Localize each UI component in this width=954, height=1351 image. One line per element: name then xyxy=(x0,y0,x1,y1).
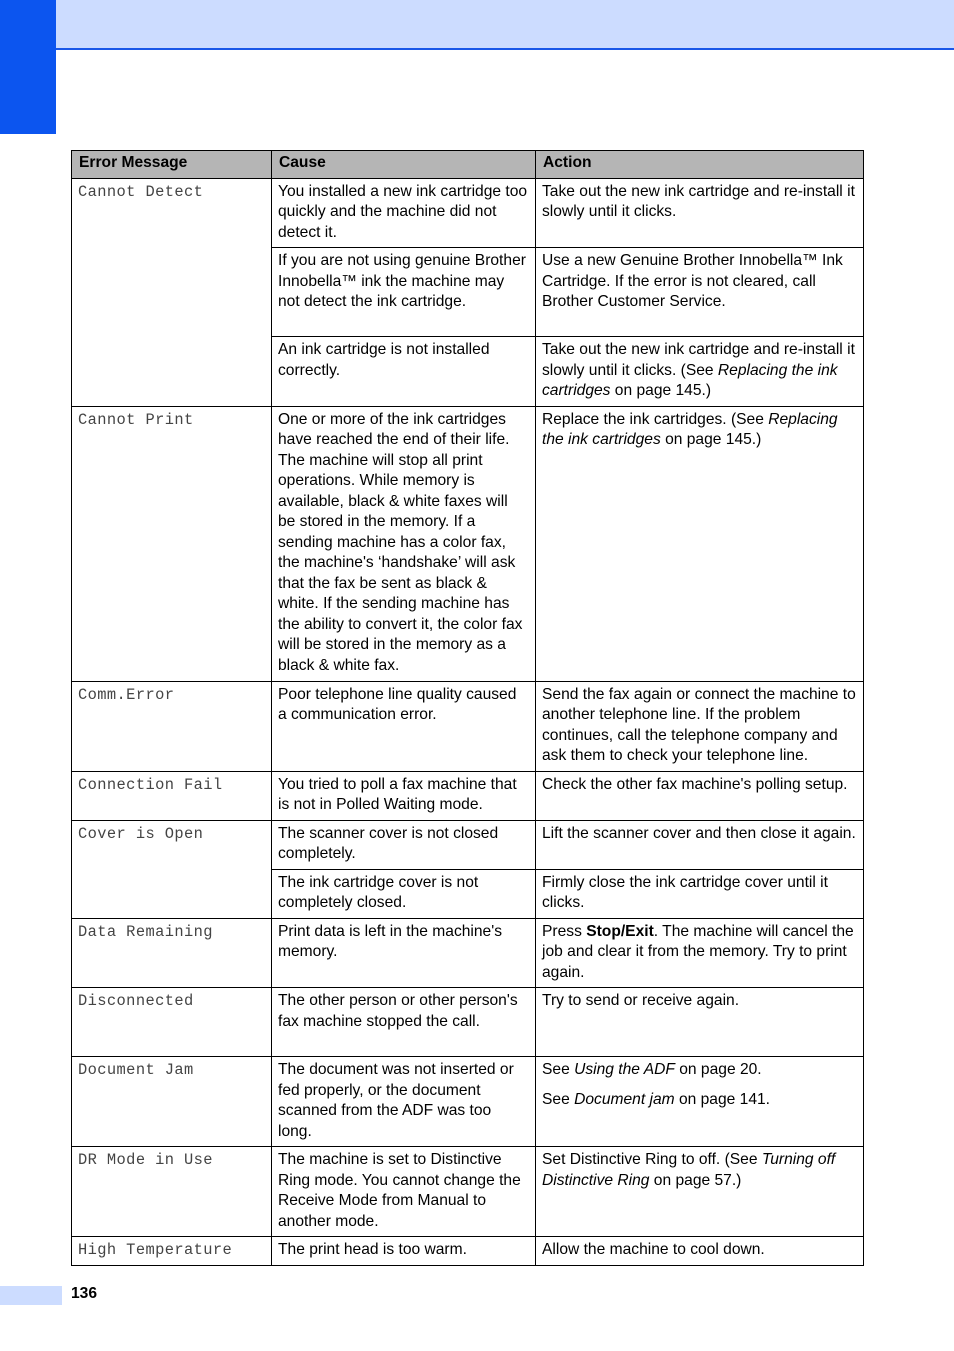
cause-cell: If you are not using genuine Brother Innobella™ ink the machine may not detect the ink cartridge. xyxy=(272,248,536,337)
stop-exit-key-label: Stop/Exit xyxy=(586,922,654,940)
action-cell xyxy=(536,406,864,681)
cause-cell: The other person or other person's fax machine stopped the call. xyxy=(272,988,536,1057)
action-text: on page 145.) xyxy=(660,431,762,448)
action-text: See xyxy=(542,1090,575,1108)
error-message-cell: Cannot Print xyxy=(72,406,272,681)
action-text: See xyxy=(542,1061,575,1078)
cross-reference-link[interactable]: Replacing the ink cartridges xyxy=(542,410,838,448)
action-text: . The machine will cancel the job and clear it from the memory. Try to print again. xyxy=(542,922,854,981)
cause-cell: You installed a new ink cartridge too quickly and the machine did not detect it. xyxy=(272,178,536,248)
error-message-cell: Data Remaining xyxy=(72,918,272,988)
action-cell: Allow the machine to cool down. xyxy=(536,1237,864,1266)
chapter-tab xyxy=(0,0,56,134)
cause-cell: The ink cartridge cover is not completely closed. xyxy=(272,869,536,918)
action-text: on page 145.) xyxy=(610,382,712,399)
error-message-cell: DR Mode in Use xyxy=(72,1147,272,1237)
table-row xyxy=(72,1237,864,1266)
cause-cell: One or more of the ink cartridges have reached the end of their life. The machine will stop all print operations. While memory is available, black & white faxes will be stored in the memory. If a sending machine has a color fax, the machine's ‘handshake’ will ask that the fax be sent as black & white. If the sending machine has the ability to convert it, the color fax will be stored in the memory as a black & white fax. xyxy=(272,406,536,681)
cause-cell: Print data is left in the machine's memory. xyxy=(272,918,536,988)
action-cell xyxy=(536,337,864,407)
action-cell: Firmly close the ink cartridge cover until it clicks. xyxy=(536,869,864,918)
error-message-cell: High Temperature xyxy=(72,1237,272,1266)
action-text: on page 141. xyxy=(674,1090,771,1108)
table-row xyxy=(72,1057,864,1147)
error-message-cell: Cover is Open xyxy=(72,820,272,918)
action-paragraph xyxy=(542,1060,856,1081)
table-row xyxy=(72,681,864,771)
action-text: Replace the ink cartridges. (See xyxy=(542,410,769,428)
action-cell xyxy=(536,1147,864,1237)
error-message-cell: Disconnected xyxy=(72,988,272,1057)
page-number: 136 xyxy=(71,1285,98,1302)
error-message-cell: Connection Fail xyxy=(72,771,272,820)
action-text: Press xyxy=(542,922,587,940)
table-row xyxy=(72,918,864,988)
table-row xyxy=(72,1147,864,1237)
table-header-row xyxy=(72,151,864,179)
header-band xyxy=(0,0,954,50)
action-cell: Try to send or receive again. xyxy=(536,988,864,1057)
cause-cell: You tried to poll a fax machine that is not in Polled Waiting mode. xyxy=(272,771,536,820)
error-message-table xyxy=(71,150,864,1266)
action-paragraph xyxy=(542,1090,856,1111)
action-cell xyxy=(536,918,864,988)
cause-cell: An ink cartridge is not installed correctly. xyxy=(272,337,536,407)
cross-reference-link[interactable]: Turning off Distinctive Ring xyxy=(542,1151,836,1189)
action-cell xyxy=(536,1057,864,1147)
cross-reference-link[interactable]: Replacing the ink cartridges xyxy=(542,361,838,399)
action-text: Take out the new ink cartridge and re-install it slowly until it clicks. (See xyxy=(542,341,855,379)
cause-cell: The document was not inserted or fed properly, or the document scanned from the ADF was too long. xyxy=(272,1057,536,1147)
action-cell: Send the fax again or connect the machine to another telephone line. If the problem continues, call the telephone company and ask them to check your telephone line. xyxy=(536,681,864,771)
action-text: on page 57.) xyxy=(649,1171,742,1189)
action-cell: Check the other fax machine's polling setup. xyxy=(536,771,864,820)
error-message-cell: Document Jam xyxy=(72,1057,272,1147)
action-cell: Use a new Genuine Brother Innobella™ Ink Cartridge. If the error is not cleared, call Brother Customer Service. xyxy=(536,248,864,337)
cross-reference-link[interactable]: Using the ADF xyxy=(574,1061,675,1078)
table-row xyxy=(72,988,864,1057)
table-row xyxy=(72,820,864,869)
action-text: Set Distinctive Ring to off. (See xyxy=(542,1151,762,1168)
action-cell: Take out the new ink cartridge and re-install it slowly until it clicks. xyxy=(536,178,864,248)
column-header-error-message: Error Message xyxy=(72,151,272,179)
error-message-cell: Comm.Error xyxy=(72,681,272,771)
action-cell: Lift the scanner cover and then close it again. xyxy=(536,820,864,869)
action-text: on page 20. xyxy=(674,1061,762,1078)
table-row xyxy=(72,178,864,248)
table-row xyxy=(72,771,864,820)
column-header-cause: Cause xyxy=(272,151,536,179)
cause-cell: The scanner cover is not closed completely. xyxy=(272,820,536,869)
cause-cell: The machine is set to Distinctive Ring mode. You cannot change the Receive Mode from Manual to another mode. xyxy=(272,1147,536,1237)
cause-cell: Poor telephone line quality caused a communication error. xyxy=(272,681,536,771)
page-number-marker xyxy=(0,1286,62,1305)
table-row xyxy=(72,406,864,681)
cause-cell: The print head is too warm. xyxy=(272,1237,536,1266)
cross-reference-link[interactable]: Document jam xyxy=(574,1090,675,1108)
error-message-cell: Cannot Detect xyxy=(72,178,272,406)
column-header-action: Action xyxy=(536,151,864,179)
